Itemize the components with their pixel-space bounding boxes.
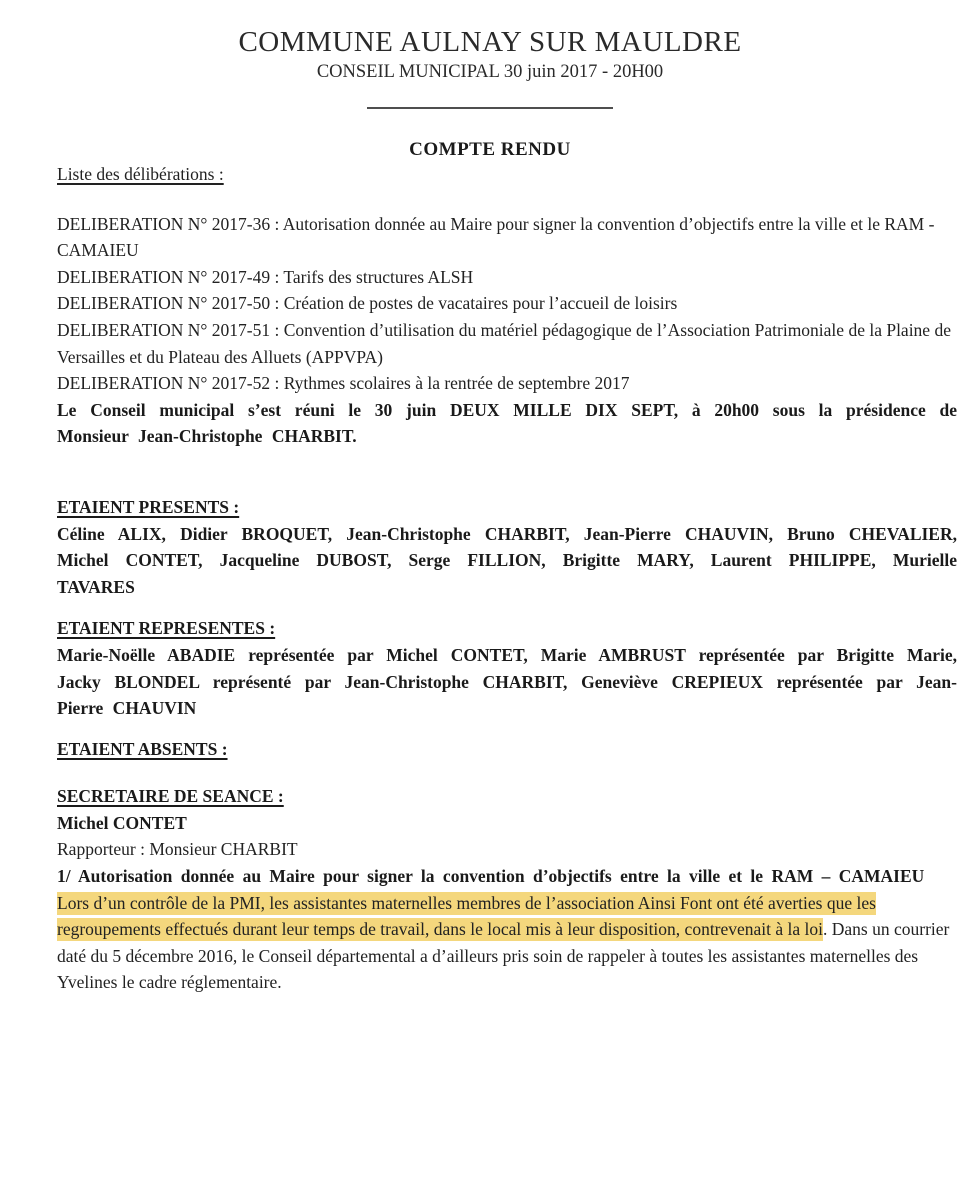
representes-names: Marie-Noëlle ABADIE représentée par Michel CONTET, Marie AMBRUST représentée par Brigitte Marie, Jacky BLONDEL représenté par Jean-Christophe CHARBIT, Geneviève CREPIEUX représentée par Jean-Pierre CHAUVIN <box>57 644 957 719</box>
agenda-item-1-heading: 1/ Autorisation donnée au Maire pour signer la convention d’objectifs entre la ville et le RAM – CAMAIEU <box>57 866 925 887</box>
rapporteur-line: Rapporteur : Monsieur CHARBIT <box>57 839 298 860</box>
document-title: COMMUNE AULNAY SUR MAULDRE <box>238 26 742 58</box>
deliberation-item: DELIBERATION N° 2017-51 : Convention d’utilisation du matériel pédagogique de l’Association Patrimoniale de la Plaine de Versailles et du Plateau des Alluets (APPVPA) <box>57 319 951 367</box>
presents-names: Céline ALIX, Didier BROQUET, Jean-Christophe CHARBIT, Jean-Pierre CHAUVIN, Bruno CHEVALIER, Michel CONTET, Jacqueline DUBOST, Serge FILLION, Brigitte MARY, Laurent PHILIPPE, Murielle TAVARES <box>57 523 957 597</box>
deliberations-list <box>57 211 957 397</box>
document-subtitle: CONSEIL MUNICIPAL 30 juin 2017 - 20H00 <box>316 62 664 82</box>
highlighted-text: Lors d’un contrôle de la PMI, les assistantes maternelles membres de l’association Ainsi Font ont été averties que les regroupements effectués durant leur temps de travail, dans le local mis à leur disposition, contrevenait à la loi <box>57 892 876 940</box>
agenda-item-1-paragraph <box>57 890 957 996</box>
section-absents <box>57 736 957 763</box>
document-type-heading: COMPTE RENDU <box>409 139 571 160</box>
deliberations-heading: Liste des délibérations : <box>57 164 224 184</box>
secretaire-name: Michel CONTET <box>57 812 187 833</box>
paragraph-continuation: . Dans un courrier daté du 5 décembre 2016, le Conseil départemental a d’ailleurs pris soin de rappeler à toutes les assistantes maternelles des Yvelines le cadre réglementaire. <box>57 919 950 993</box>
deliberation-item: DELIBERATION N° 2017-49 : Tarifs des structures ALSH <box>57 266 474 287</box>
document-body <box>0 161 980 996</box>
secretaire-heading: SECRETAIRE DE SEANCE : <box>57 786 284 807</box>
meeting-intro: Le Conseil municipal s’est réuni le 30 juin DEUX MILLE DIX SEPT, à 20h00 sous la présidence de Monsieur Jean-Christophe CHARBIT. <box>57 399 957 447</box>
presents-heading-line <box>57 494 957 521</box>
deliberation-item: DELIBERATION N° 2017-36 : Autorisation donnée au Maire pour signer la convention d’objectifs entre la ville et le RAM - CAMAIEU <box>57 213 935 261</box>
representes-heading: ETAIENT REPRESENTES : <box>57 618 276 639</box>
absents-heading-line <box>57 736 957 763</box>
representes-heading-line <box>57 615 957 642</box>
header-divider <box>367 107 613 109</box>
section-secretaire <box>57 783 957 836</box>
document-header <box>0 0 980 161</box>
deliberation-item: DELIBERATION N° 2017-52 : Rythmes scolaires à la rentrée de septembre 2017 <box>57 373 630 394</box>
presents-heading: ETAIENT PRESENTS : <box>57 496 240 517</box>
secretaire-heading-line <box>57 783 957 810</box>
deliberation-item: DELIBERATION N° 2017-50 : Création de postes de vacataires pour l’accueil de loisirs <box>57 293 678 314</box>
absents-heading: ETAIENT ABSENTS : <box>57 738 228 759</box>
deliberations-section <box>57 161 957 188</box>
section-representes <box>57 615 957 721</box>
section-presents <box>57 494 957 600</box>
